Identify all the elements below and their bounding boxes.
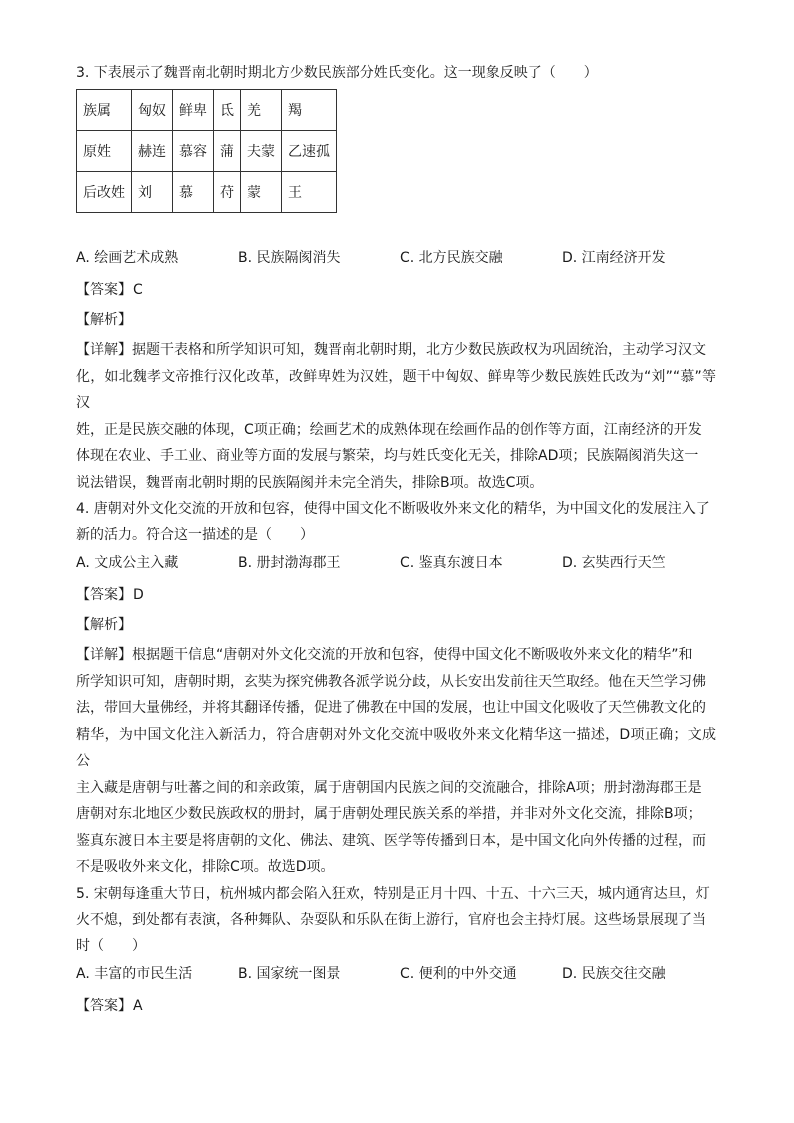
option-c: C. 便利的中外交通 (400, 965, 517, 982)
question-5-stem-line: 5. 宋朝每逢重大节日，杭州城内都会陷入狂欢，特别是正月十四、十五、十六三天，城内通宵达旦，灯 (76, 885, 710, 902)
analysis-label: 【解析】 (76, 312, 132, 328)
answer-row (76, 582, 716, 608)
detail-line: 姓，正是民族交融的体现，C项正确；绘画艺术的成熟体现在绘画作品的创作等方面，江南经济的开发 (76, 421, 702, 438)
table-cell: 苻 (214, 172, 241, 213)
table-cell: 乙速孤 (282, 131, 337, 172)
table-cell: 夫蒙 (241, 131, 282, 172)
detail-line: 鉴真东渡日本主要是将唐朝的文化、佛法、建筑、医学等传播到日本，是中国文化向外传播的过程，而 (76, 832, 706, 849)
detail-line: 主入藏是唐朝与吐蕃之间的和亲政策，属于唐朝国内民族之间的交流融合，排除A项；册封渤海郡王是 (76, 779, 702, 796)
option-d: D. 玄奘西行天竺 (562, 555, 666, 571)
answer-label: 【答案】 (76, 587, 132, 603)
table-cell: 蒙 (241, 172, 282, 213)
detail-line: 体现在农业、手工业、商业等方面的发展与繁荣，均与姓氏变化无关，排除AD项；民族隔阂消失这一 (76, 448, 699, 464)
table-row-header: 原姓 (77, 131, 132, 172)
detail-line: 化，如北魏孝文帝推行汉化改革，改鲜卑姓为汉姓，题干中匈奴、鲜卑等少数民族姓氏改为“刘”“慕”等汉 (76, 368, 716, 411)
question-5-stem-line: 时（ ） (76, 937, 146, 954)
table-cell: 鲜卑 (173, 90, 214, 131)
question-3 (76, 60, 716, 496)
option-c: C. 鉴真东渡日本 (400, 555, 503, 571)
option-d: D. 民族交往交融 (562, 965, 666, 982)
surname-table (76, 89, 337, 213)
table-cell: 刘 (132, 172, 173, 213)
table-cell: 匈奴 (132, 90, 173, 131)
detail-line: 【详解】据题干表格和所学知识可知，魏晋南北朝时期，北方少数民族政权为巩固统治，主动学习汉文 (76, 342, 706, 358)
analysis-label: 【解析】 (76, 617, 132, 633)
question-4-detail (76, 642, 716, 881)
table-cell: 氐 (214, 90, 241, 131)
answer-row (76, 993, 716, 1019)
answer-label: 【答案】 (76, 282, 132, 298)
detail-line: 说法错误，魏晋南北朝时期的民族隔阂并未完全消失，排除B项。故选C项。 (76, 474, 544, 491)
question-5-stem-line: 火不熄，到处都有表演，各种舞队、杂耍队和乐队在街上游行，官府也会主持灯展。这些场景展现了当 (76, 911, 706, 928)
question-3-options (76, 243, 716, 273)
question-4-stem-line: 新的活力。符合这一描述的是（ ） (76, 527, 314, 543)
option-a: A. 绘画艺术成熟 (76, 250, 179, 266)
answer-value: D (133, 587, 144, 603)
answer-value: A (133, 997, 143, 1014)
table-row-header: 后改姓 (77, 172, 132, 213)
table-row (77, 172, 337, 213)
question-3-detail (76, 337, 716, 496)
detail-line: 精华，为中国文化注入新活力，符合唐朝对外文化交流中吸收外来文化精华这一描述，D项正确；文成公 (76, 726, 716, 769)
option-b: B. 民族隔阂消失 (238, 250, 341, 266)
table-cell: 蒲 (214, 131, 241, 172)
answer-label: 【答案】 (76, 997, 132, 1014)
answer-row (76, 277, 716, 303)
option-d: D. 江南经济开发 (562, 250, 666, 266)
table-row-header: 族属 (77, 90, 132, 131)
option-a: A. 丰富的市民生活 (76, 965, 193, 982)
question-3-stem: 3. 下表展示了魏晋南北朝时期北方少数民族部分姓氏变化。这一现象反映了（ ） (76, 65, 598, 81)
question-4-options (76, 548, 716, 578)
detail-line: 法，带回大量佛经，并将其翻译传播，促进了佛教在中国的发展，也让中国文化吸收了天竺佛教文化的 (76, 700, 706, 716)
option-b: B. 国家统一图景 (238, 965, 341, 982)
answer-value: C (133, 282, 143, 298)
question-5-options (76, 959, 716, 989)
table-cell: 王 (282, 172, 337, 213)
option-b: B. 册封渤海郡王 (238, 555, 341, 571)
exam-page (76, 60, 716, 1023)
table-row (77, 90, 337, 131)
table-cell: 羌 (241, 90, 282, 131)
table-cell: 慕 (173, 172, 214, 213)
table-cell: 慕容 (173, 131, 214, 172)
option-c: C. 北方民族交融 (400, 250, 503, 266)
question-5 (76, 881, 716, 1019)
question-4-stem-line: 4. 唐朝对外文化交流的开放和包容，使得中国文化不断吸收外来文化的精华，为中国文化的发展注入了 (76, 501, 710, 517)
detail-line: 所学知识可知，唐朝时期，玄奘为探究佛教各派学说分歧，从长安出发前往天竺取经。他在天竺学习佛 (76, 673, 706, 690)
detail-line: 【详解】根据题干信息“唐朝对外文化交流的开放和包容，使得中国文化不断吸收外来文化的精华”和 (76, 647, 693, 663)
table-cell: 羯 (282, 90, 337, 131)
detail-line: 不是吸收外来文化，排除C项。故选D项。 (76, 859, 335, 875)
detail-line: 唐朝对东北地区少数民族政权的册封，属于唐朝处理民族关系的举措，并非对外文化交流，排除B项； (76, 806, 702, 822)
table-cell: 赫连 (132, 131, 173, 172)
question-4 (76, 496, 716, 881)
option-a: A. 文成公主入藏 (76, 555, 179, 571)
table-row (77, 131, 337, 172)
